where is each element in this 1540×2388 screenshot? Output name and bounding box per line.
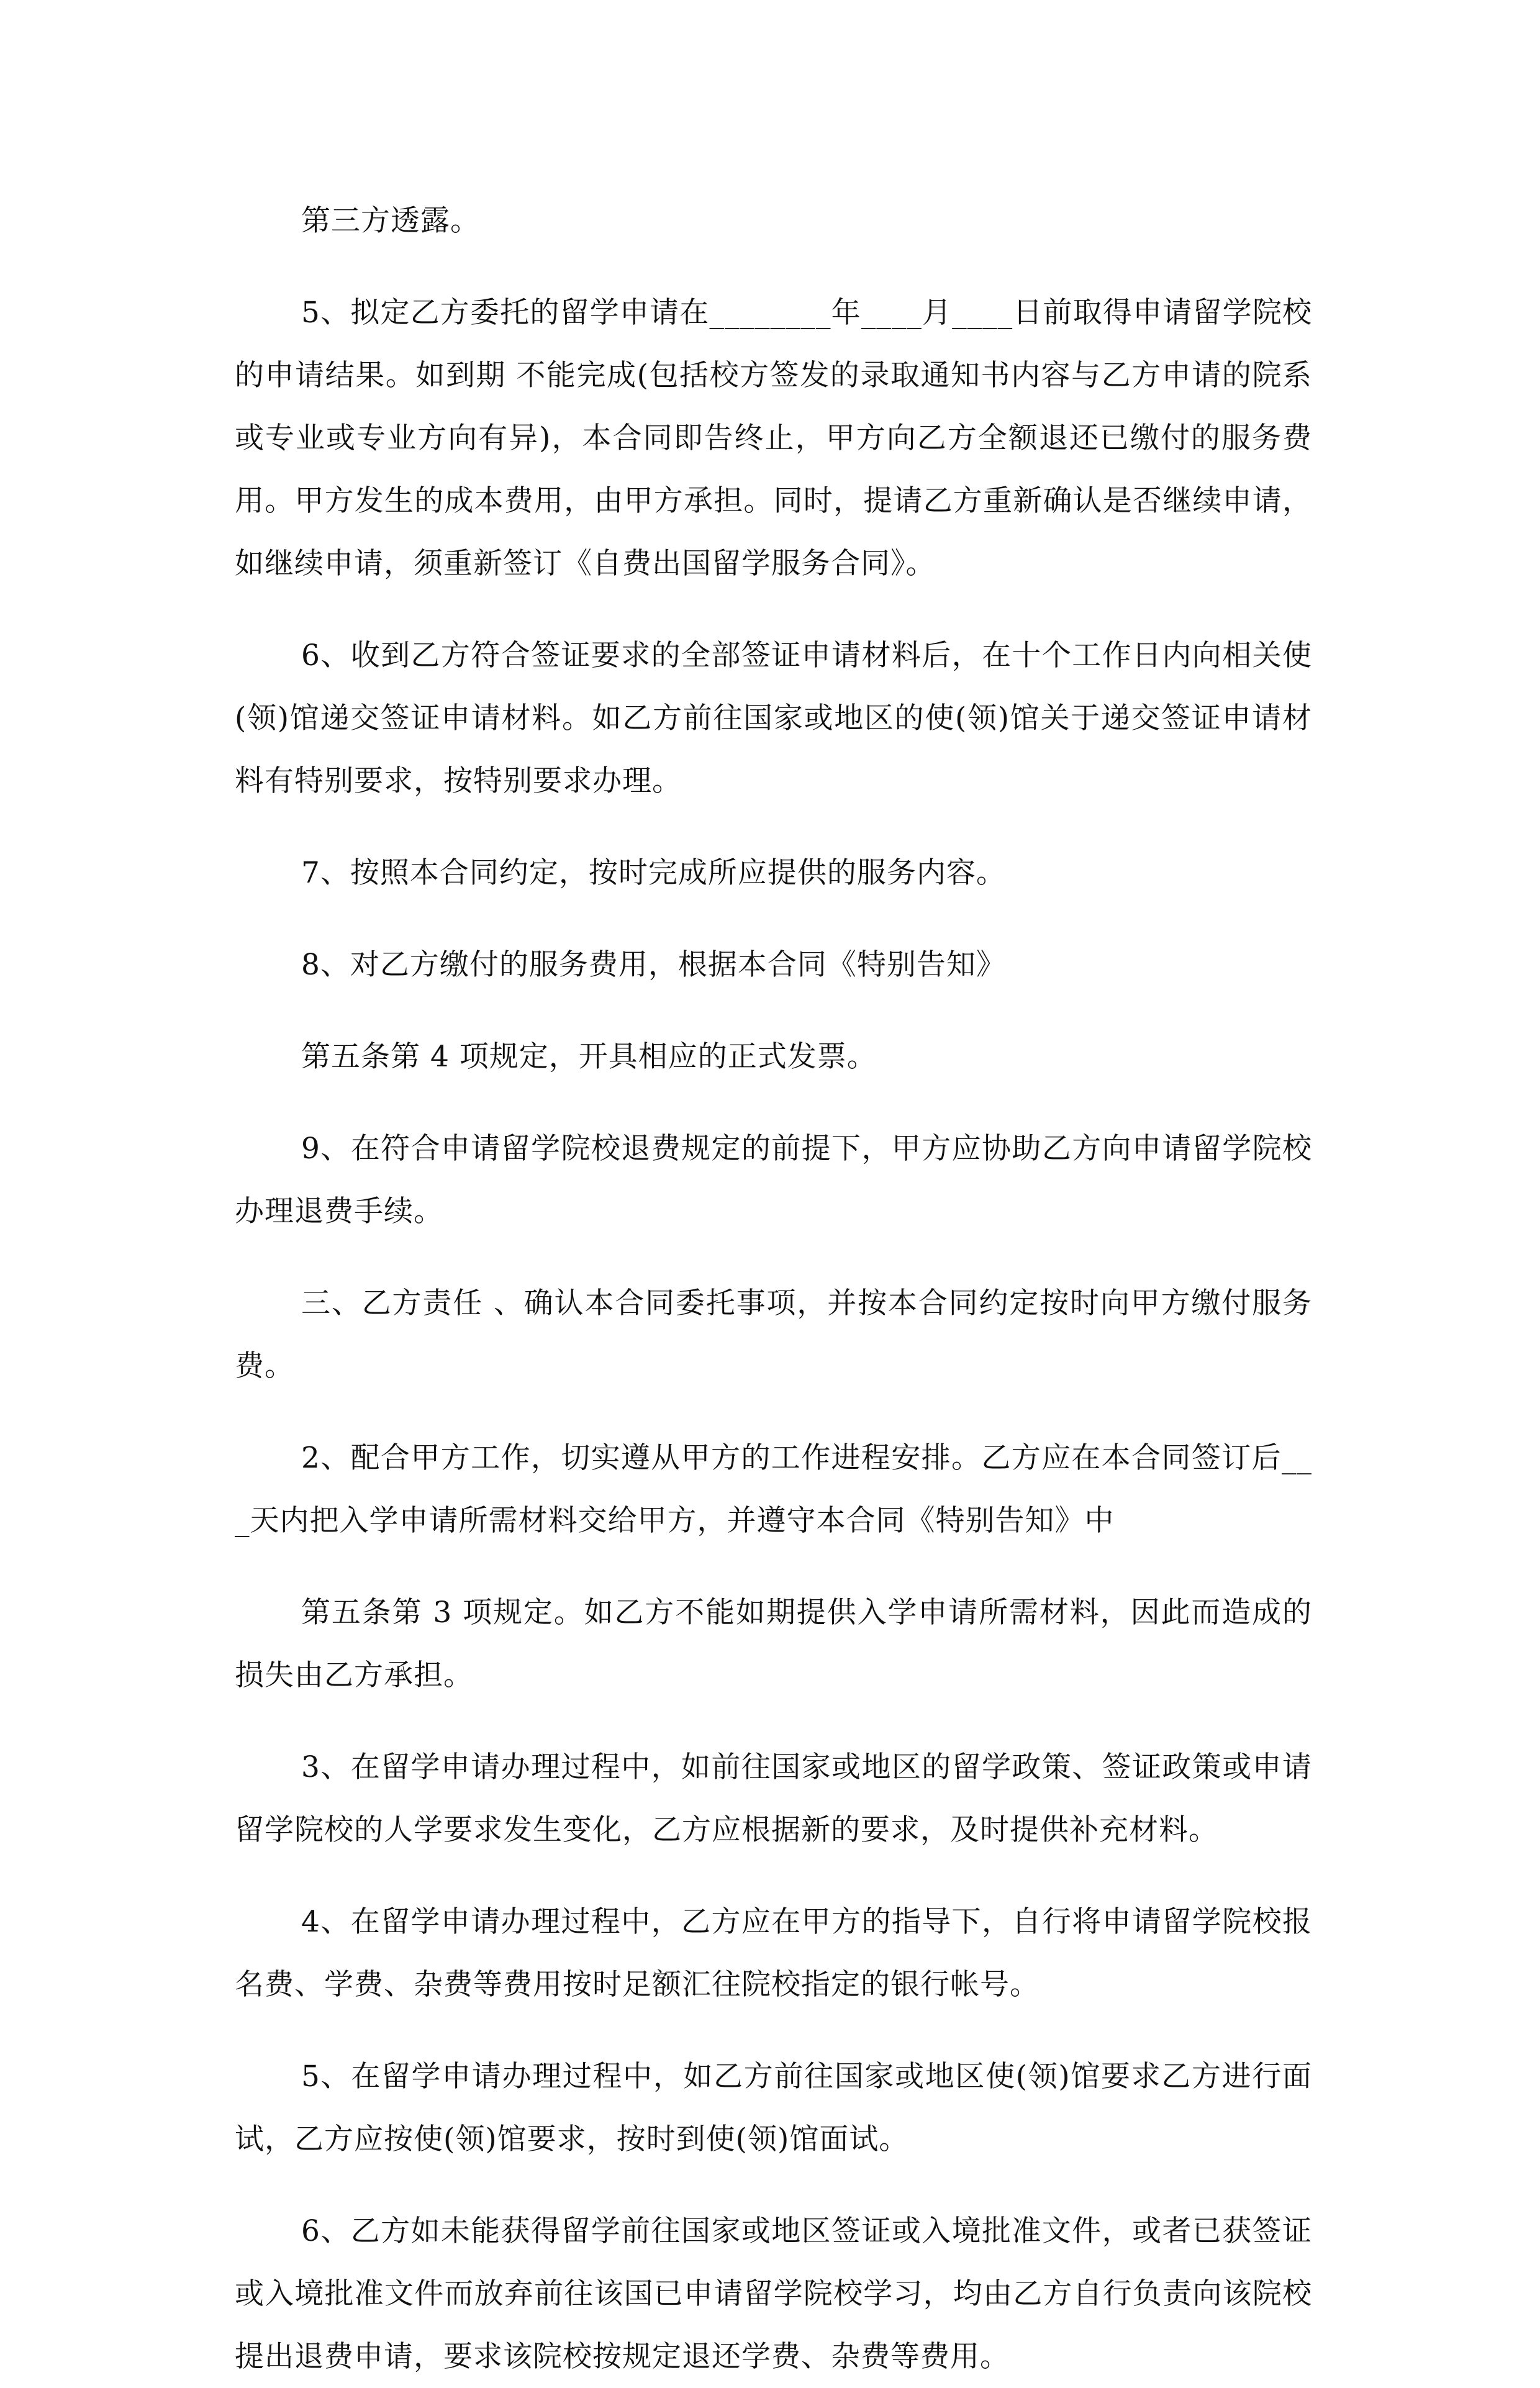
document-body [235, 189, 1312, 2388]
paragraph-item-2-cooperate: 2、配合甲方工作，切实遵从甲方的工作进程安排。乙方应在本合同签订后___天内把入学申请所需材料交给甲方，并遵守本合同《特别告知》中 [235, 1441, 1312, 1538]
paragraph-item-3-policy-changes: 3、在留学申请办理过程中，如前往国家或地区的留学政策、签证政策或申请留学院校的人学要求发生变化，乙方应根据新的要求，及时提供补充材料。 [235, 1750, 1312, 1847]
paragraph-article-5-item-4-invoice: 第五条第 4 项规定，开具相应的正式发票。 [301, 1040, 877, 1074]
paragraph-item-5-interview: 5、在留学申请办理过程中，如乙方前往国家或地区使(领)馆要求乙方进行面试，乙方应按使(领)馆要求，按时到使(领)馆面试。 [235, 2059, 1312, 2156]
paragraph-article-5-item-3-materials: 第五条第 3 项规定。如乙方不能如期提供入学申请所需材料，因此而造成的损失由乙方承担。 [235, 1596, 1312, 1692]
paragraph-item-8-service-fee: 8、对乙方缴付的服务费用，根据本合同《特别告知》 [301, 948, 1006, 982]
paragraph-item-4-fee-remittance: 4、在留学申请办理过程中，乙方应在甲方的指导下，自行将申请留学院校报名费、学费、杂费等费用按时足额汇往院校指定的银行帐号。 [235, 1905, 1312, 2002]
paragraph-item-7-service-completion: 7、按照本合同约定，按时完成所应提供的服务内容。 [301, 856, 1006, 890]
paragraph-item-9-refund-assistance: 9、在符合申请留学院校退费规定的前提下，甲方应协助乙方向申请留学院校办理退费手续。 [235, 1132, 1312, 1228]
paragraph-item-6-visa-submission: 6、收到乙方符合签证要求的全部签证申请材料后，在十个工作日内向相关使(领)馆递交签证申请材料。如乙方前往国家或地区的使(领)馆关于递交签证申请材料有特别要求，按特别要求办理。 [235, 638, 1312, 798]
paragraph-item-6-visa-refusal-refund: 6、乙方如未能获得留学前往国家或地区签证或入境批准文件，或者已获签证或入境批准文件而放弃前往该国已申请留学院校学习，均由乙方自行负责向该院校提出退费申请，要求该院校按规定退还学费、杂费等费用。 [235, 2214, 1312, 2374]
paragraph-item-5-application-deadline: 5、拟定乙方委托的留学申请在________年____月____日前取得申请留学院校的申请结果。如到期 不能完成(包括校方签发的录取通知书内容与乙方申请的院系或专业或专业方向有异)，本合同即告终止，甲方向乙方全额退还已缴付的服务费用。甲方发生的成本费用，由甲方承担。同时，提请乙方重新确认是否继续申请，如继续申请，须重新签订《自费出国留学服务合同》。 [235, 296, 1312, 581]
paragraph-party-b-responsibilities: 三、乙方责任 、确认本合同委托事项，并按本合同约定按时向甲方缴付服务费。 [235, 1286, 1312, 1383]
paragraph-third-party-disclosure: 第三方透露。 [301, 204, 480, 238]
